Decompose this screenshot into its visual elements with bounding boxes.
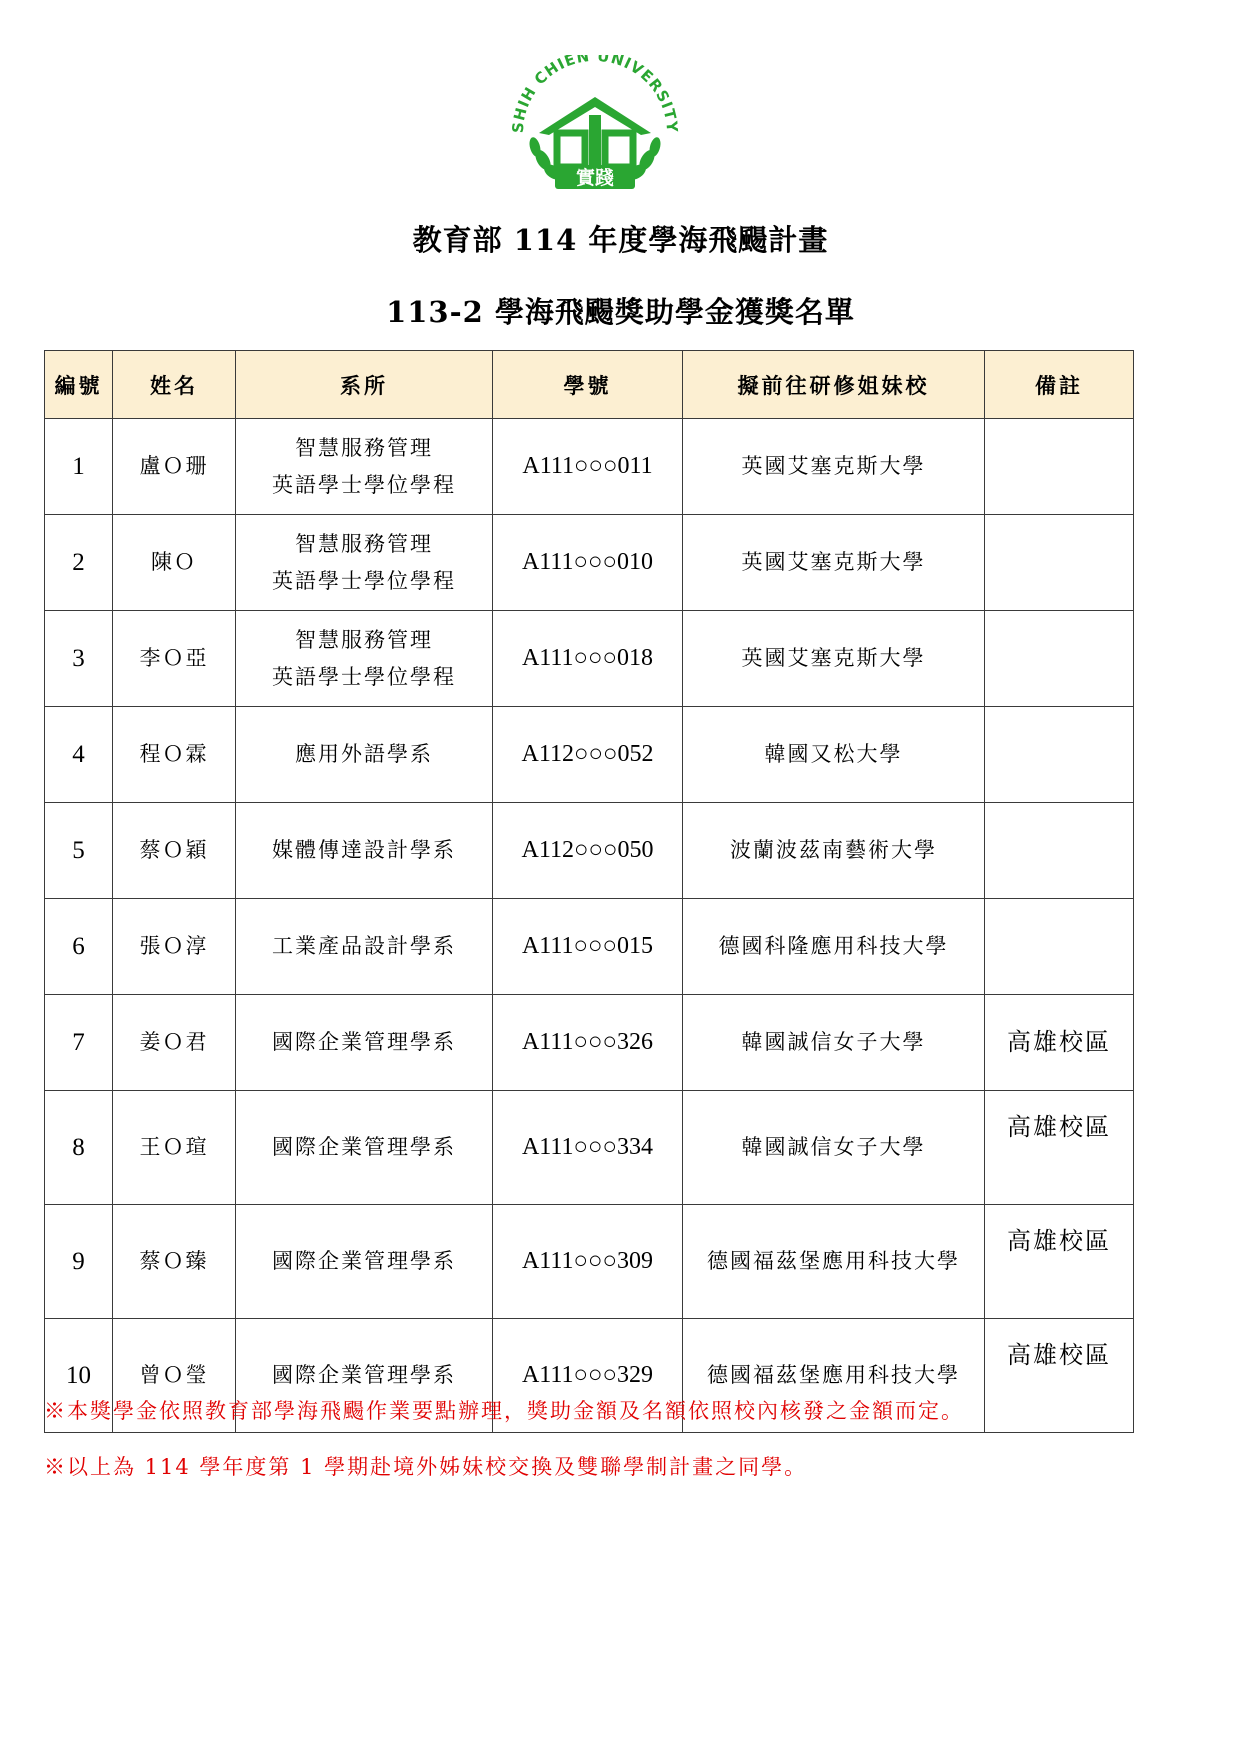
cell-no: 8 xyxy=(45,1091,113,1205)
cell-school: 韓國又松大學 xyxy=(683,707,985,803)
cell-no: 5 xyxy=(45,803,113,899)
cell-student-id: A111○○○309 xyxy=(493,1205,683,1319)
header-name: 姓名 xyxy=(113,351,236,419)
table-row xyxy=(45,1205,1134,1319)
awardee-table xyxy=(44,350,1134,1433)
table-row xyxy=(45,419,1134,515)
cell-note xyxy=(985,803,1134,899)
cell-school: 英國艾塞克斯大學 xyxy=(683,515,985,611)
cell-student-id: A111○○○334 xyxy=(493,1091,683,1205)
dept-line-1: 智慧服務管理 xyxy=(295,435,433,460)
dept-line-2: 英語學士學位學程 xyxy=(272,568,456,593)
cell-note xyxy=(985,707,1134,803)
cell-school: 韓國誠信女子大學 xyxy=(683,1091,985,1205)
cell-student-id: A111○○○015 xyxy=(493,899,683,995)
cell-dept xyxy=(236,611,493,707)
cell-no: 6 xyxy=(45,899,113,995)
logo-banner-text: 實踐 xyxy=(575,167,615,189)
cell-name: 盧Ｏ珊 xyxy=(113,419,236,515)
logo-arc-text: SHIH CHIEN UNIVERSITY xyxy=(508,55,682,134)
cell-student-id: A111○○○326 xyxy=(493,995,683,1091)
cell-name: 曾Ｏ瑩 xyxy=(113,1319,236,1433)
cell-student-id: A111○○○011 xyxy=(493,419,683,515)
cell-note: 高雄校區 xyxy=(985,1319,1134,1433)
cell-dept: 媒體傳達設計學系 xyxy=(236,803,493,899)
page-title: 教育部 114 年度學海飛颺計畫 xyxy=(412,223,829,257)
cell-dept: 工業產品設計學系 xyxy=(236,899,493,995)
cell-note: 高雄校區 xyxy=(985,1205,1134,1319)
cell-note xyxy=(985,611,1134,707)
header-dept: 系所 xyxy=(236,351,493,419)
cell-dept: 國際企業管理學系 xyxy=(236,1319,493,1433)
table-row xyxy=(45,611,1134,707)
dept-line-2: 英語學士學位學程 xyxy=(272,664,456,689)
cell-student-id: A111○○○018 xyxy=(493,611,683,707)
cell-no: 4 xyxy=(45,707,113,803)
cell-school: 德國科隆應用科技大學 xyxy=(683,899,985,995)
table-row xyxy=(45,1091,1134,1205)
dept-line-2: 英語學士學位學程 xyxy=(272,472,456,497)
cell-note xyxy=(985,515,1134,611)
cell-dept: 應用外語學系 xyxy=(236,707,493,803)
cell-name: 蔡Ｏ穎 xyxy=(113,803,236,899)
header-no: 編號 xyxy=(45,351,113,419)
cell-no: 9 xyxy=(45,1205,113,1319)
cell-school: 波蘭波茲南藝術大學 xyxy=(683,803,985,899)
cell-dept xyxy=(236,515,493,611)
header-school: 擬前往研修姐妹校 xyxy=(683,351,985,419)
header-student-id: 學號 xyxy=(493,351,683,419)
cell-student-id: A111○○○329 xyxy=(493,1319,683,1433)
cell-name: 程Ｏ霖 xyxy=(113,707,236,803)
cell-name: 蔡Ｏ臻 xyxy=(113,1205,236,1319)
cell-dept: 國際企業管理學系 xyxy=(236,995,493,1091)
cell-school: 英國艾塞克斯大學 xyxy=(683,419,985,515)
cell-student-id: A112○○○050 xyxy=(493,803,683,899)
cell-dept xyxy=(236,419,493,515)
cell-school: 英國艾塞克斯大學 xyxy=(683,611,985,707)
table-row xyxy=(45,995,1134,1091)
cell-name: 姜Ｏ君 xyxy=(113,995,236,1091)
cell-no: 7 xyxy=(45,995,113,1091)
cell-dept: 國際企業管理學系 xyxy=(236,1205,493,1319)
cell-note xyxy=(985,899,1134,995)
cell-school: 韓國誠信女子大學 xyxy=(683,995,985,1091)
cell-no: 10 xyxy=(45,1319,113,1433)
page-subtitle: 113-2 學海飛颺獎助學金獲獎名單 xyxy=(386,295,855,329)
table-row xyxy=(45,515,1134,611)
cell-name: 陳Ｏ xyxy=(113,515,236,611)
table-row xyxy=(45,707,1134,803)
cell-no: 1 xyxy=(45,419,113,515)
cell-no: 3 xyxy=(45,611,113,707)
dept-line-1: 智慧服務管理 xyxy=(295,531,433,556)
cell-school: 德國福茲堡應用科技大學 xyxy=(683,1319,985,1433)
cell-note xyxy=(985,419,1134,515)
footnote-1: ※本獎學金依照教育部學海飛颺作業要點辦理，獎助金額及名額依照校內核發之金額而定。 xyxy=(44,1399,964,1423)
header-note: 備註 xyxy=(985,351,1134,419)
cell-school: 德國福茲堡應用科技大學 xyxy=(683,1205,985,1319)
dept-line-1: 智慧服務管理 xyxy=(295,627,433,652)
table-row xyxy=(45,803,1134,899)
cell-note: 高雄校區 xyxy=(985,995,1134,1091)
cell-name: 王Ｏ瑄 xyxy=(113,1091,236,1205)
footnote-2: ※以上為 114 學年度第 1 學期赴境外姊妹校交換及雙聯學制計畫之同學。 xyxy=(44,1455,808,1479)
cell-note: 高雄校區 xyxy=(985,1091,1134,1205)
cell-student-id: A112○○○052 xyxy=(493,707,683,803)
table-header-row xyxy=(45,351,1134,419)
cell-no: 2 xyxy=(45,515,113,611)
cell-dept: 國際企業管理學系 xyxy=(236,1091,493,1205)
cell-name: 張Ｏ淳 xyxy=(113,899,236,995)
university-logo xyxy=(505,55,685,200)
table-row xyxy=(45,899,1134,995)
cell-name: 李Ｏ亞 xyxy=(113,611,236,707)
cell-student-id: A111○○○010 xyxy=(493,515,683,611)
